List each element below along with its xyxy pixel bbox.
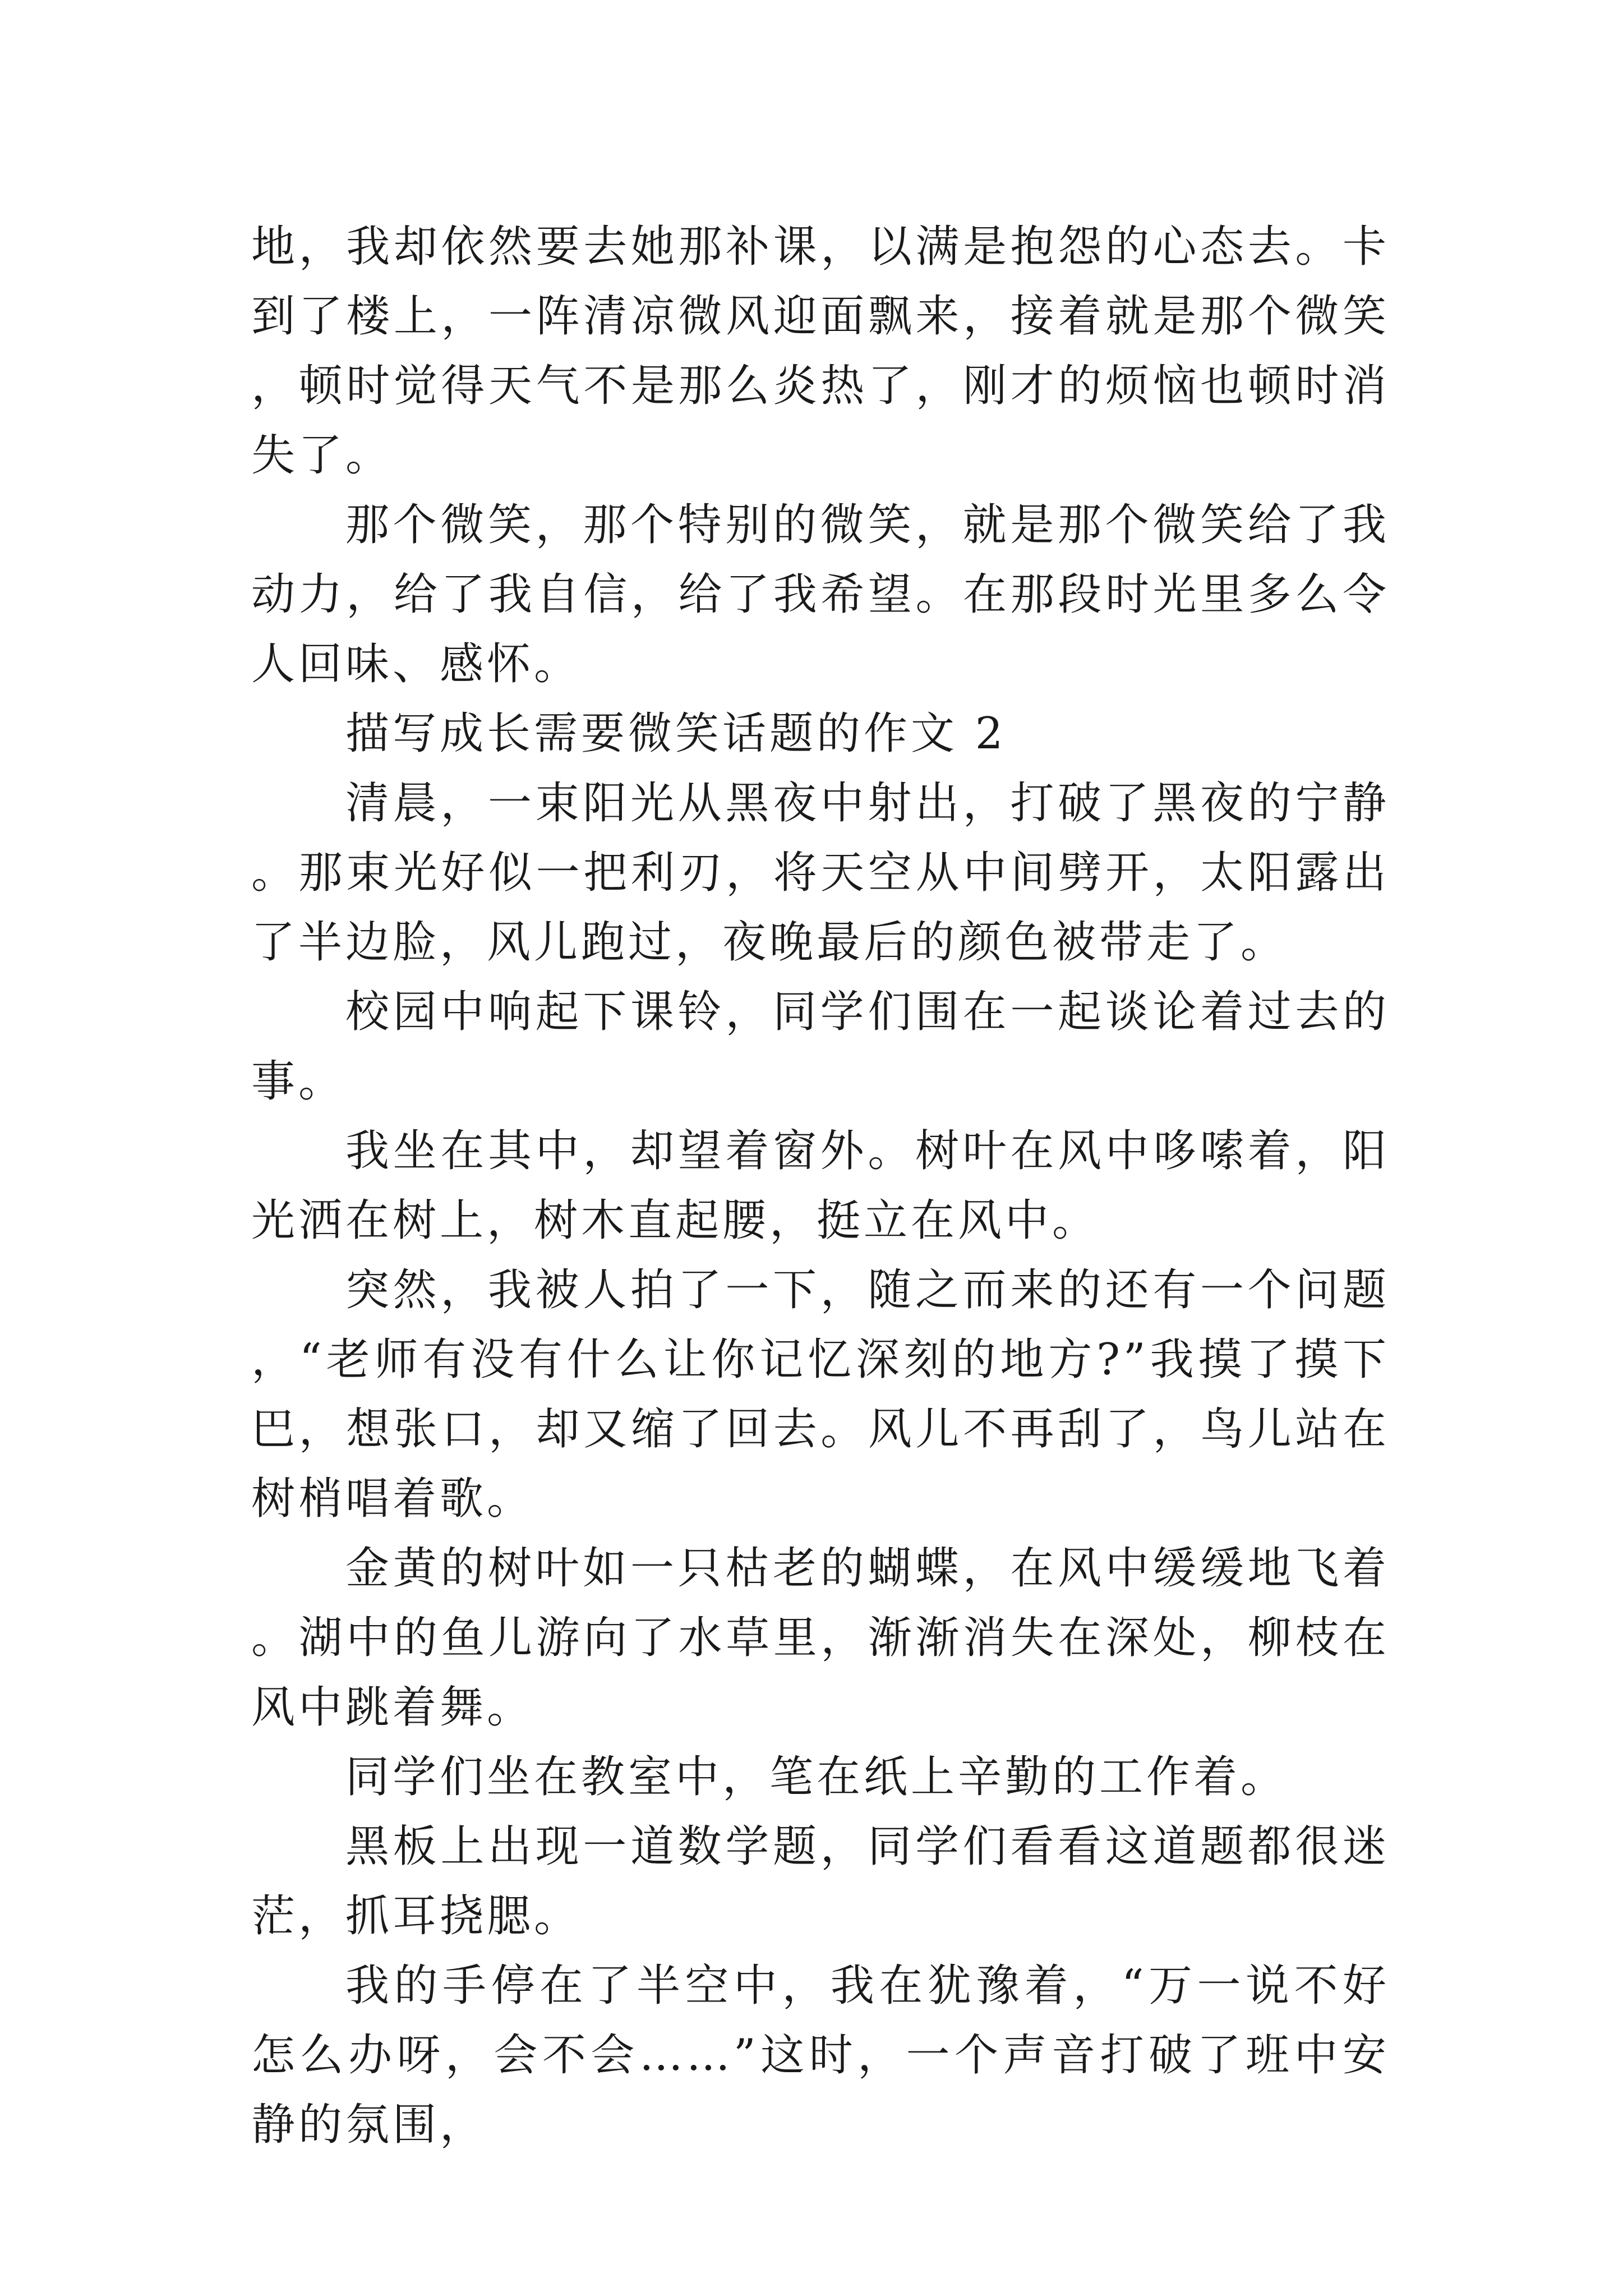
paragraph-5: 我坐在其中，却望着窗外。树叶在风中哆嗦着，阳光洒在树上，树木直起腰，挺立在风中。: [251, 1126, 1390, 1246]
paragraph-8: 同学们坐在教室中，笔在纸上辛勤的工作着。: [345, 1752, 1288, 1802]
paragraph-6: 突然，我被人拍了一下，随之而来的还有一个问题，“老师有没有什么让你记忆深刻的地方?”我摸了摸下巴，想张口，却又缩了回去。风儿不再刮了，鸟儿站在树梢唱着歌。: [251, 1265, 1390, 1524]
essay-subtitle: 描写成长需要微笑话题的作文 2: [345, 708, 1007, 759]
paragraph-3: 清晨，一束阳光从黑夜中射出，打破了黑夜的宁静。那束光好似一把利刃，将天空从中间劈开，太阳露出了半边脸，风儿跑过，夜晚最后的颜色被带走了。: [251, 778, 1390, 968]
paragraph-1: 地，我却依然要去她那补课，以满是抱怨的心态去。卡到了楼上，一阵清凉微风迎面飘来，接着就是那个微笑，顿时觉得天气不是那么炎热了，刚才的烦恼也顿时消失了。: [251, 222, 1390, 481]
paragraph-2: 那个微笑，那个特别的微笑，就是那个微笑给了我动力，给了我自信，给了我希望。在那段时光里多么令人回味、感怀。: [251, 500, 1390, 689]
paragraph-10: 我的手停在了半空中，我在犹豫着，“万一说不好怎么办呀，会不会……”这时，一个声音打破了班中安静的氛围，: [251, 1961, 1390, 2150]
essay-body: [251, 212, 1390, 2160]
paragraph-4: 校园中响起下课铃，同学们围在一起谈论着过去的事。: [251, 987, 1390, 1107]
paragraph-7: 金黄的树叶如一只枯老的蝴蝶，在风中缓缓地飞着。湖中的鱼儿游向了水草里，渐渐消失在深处，柳枝在风中跳着舞。: [251, 1543, 1390, 1733]
paragraph-9: 黑板上出现一道数学题，同学们看看这道题都很迷茫，抓耳挠腮。: [251, 1821, 1390, 1941]
